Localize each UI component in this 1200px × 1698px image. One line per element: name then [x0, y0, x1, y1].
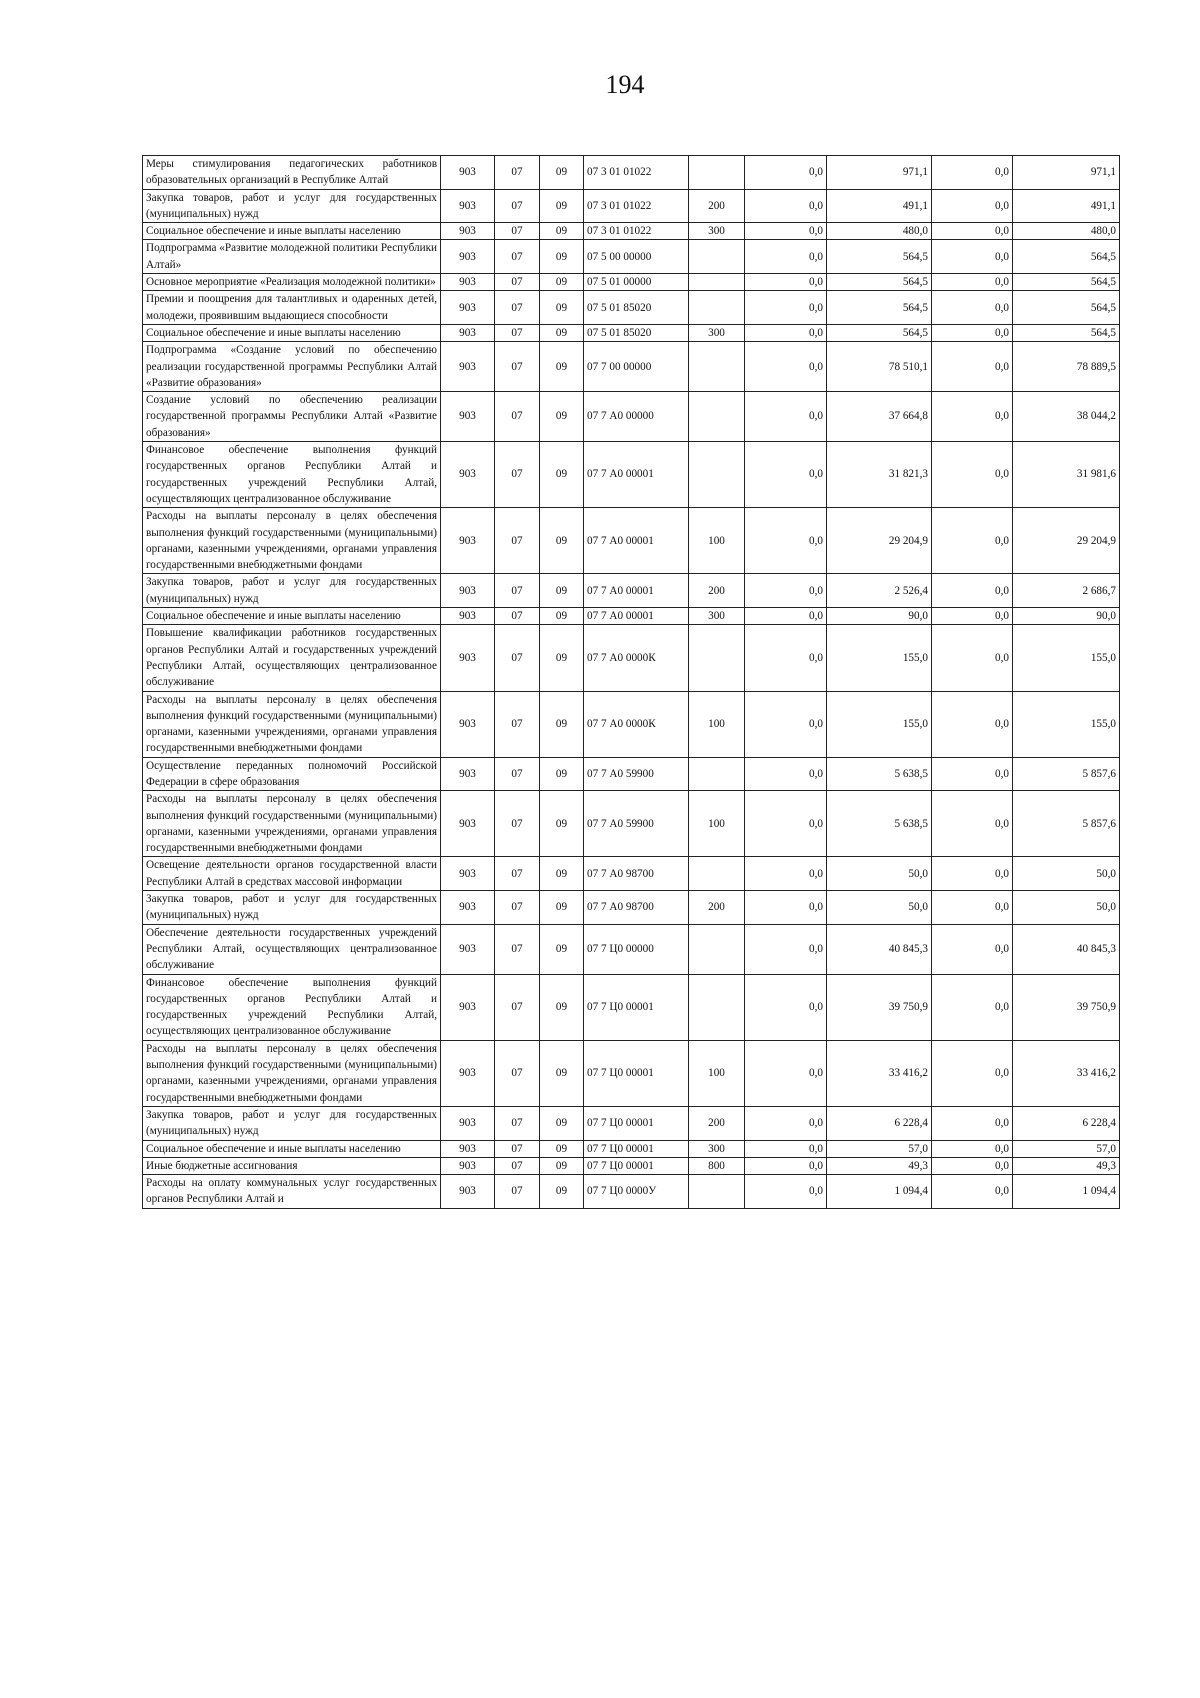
cell-expense-type	[689, 274, 745, 291]
cell-target-article: 07 7 00 00000	[584, 342, 689, 392]
cell-section: 07	[495, 223, 540, 240]
cell-target-article: 07 5 01 85020	[584, 291, 689, 325]
cell-name: Социальное обеспечение и иные выплаты населению	[143, 324, 441, 341]
cell-subsection: 09	[540, 574, 584, 608]
cell-name: Закупка товаров, работ и услуг для государственных (муниципальных) нужд	[143, 1106, 441, 1140]
cell-target-article: 07 7 А0 59900	[584, 791, 689, 857]
cell-ministry-code: 903	[441, 1140, 495, 1157]
cell-target-article: 07 7 А0 00001	[584, 574, 689, 608]
cell-ministry-code: 903	[441, 574, 495, 608]
cell-expense-type	[689, 857, 745, 891]
cell-value-1: 0,0	[745, 891, 827, 925]
cell-expense-type	[689, 291, 745, 325]
cell-name: Расходы на выплаты персоналу в целях обеспечения выполнения функций государственными (муниципальными) органами, казенными учреждениями, органами управления государственными внебюджетными фондами	[143, 791, 441, 857]
cell-target-article: 07 7 Ц0 0000У	[584, 1175, 689, 1209]
cell-target-article: 07 7 Ц0 00001	[584, 1106, 689, 1140]
cell-value-2: 564,5	[827, 324, 932, 341]
cell-value-2: 90,0	[827, 608, 932, 625]
cell-value-3: 0,0	[932, 189, 1013, 223]
cell-value-4: 480,0	[1013, 223, 1120, 240]
cell-target-article: 07 7 Ц0 00001	[584, 1157, 689, 1174]
cell-expense-type: 200	[689, 574, 745, 608]
cell-value-1: 0,0	[745, 240, 827, 274]
cell-target-article: 07 7 А0 00001	[584, 508, 689, 574]
cell-value-2: 49,3	[827, 1157, 932, 1174]
cell-ministry-code: 903	[441, 757, 495, 791]
table-row	[143, 156, 1120, 190]
cell-subsection: 09	[540, 291, 584, 325]
cell-section: 07	[495, 392, 540, 442]
cell-value-3: 0,0	[932, 342, 1013, 392]
cell-name: Меры стимулирования педагогических работников образовательных организаций в Республике Алтай	[143, 156, 441, 190]
cell-expense-type: 300	[689, 223, 745, 240]
table-row	[143, 974, 1120, 1040]
cell-expense-type: 200	[689, 891, 745, 925]
cell-value-3: 0,0	[932, 757, 1013, 791]
cell-target-article: 07 7 Ц0 00001	[584, 974, 689, 1040]
cell-ministry-code: 903	[441, 1157, 495, 1174]
cell-value-3: 0,0	[932, 857, 1013, 891]
cell-value-2: 155,0	[827, 691, 932, 757]
cell-name: Закупка товаров, работ и услуг для государственных (муниципальных) нужд	[143, 189, 441, 223]
cell-value-2: 971,1	[827, 156, 932, 190]
cell-section: 07	[495, 189, 540, 223]
cell-value-3: 0,0	[932, 891, 1013, 925]
table-row	[143, 342, 1120, 392]
cell-value-2: 6 228,4	[827, 1106, 932, 1140]
cell-value-4: 564,5	[1013, 274, 1120, 291]
cell-value-2: 155,0	[827, 625, 932, 691]
cell-value-2: 37 664,8	[827, 392, 932, 442]
cell-value-3: 0,0	[932, 1040, 1013, 1106]
table-row	[143, 1140, 1120, 1157]
cell-value-4: 29 204,9	[1013, 508, 1120, 574]
cell-value-4: 6 228,4	[1013, 1106, 1120, 1140]
cell-expense-type	[689, 342, 745, 392]
cell-value-1: 0,0	[745, 974, 827, 1040]
cell-name: Расходы на выплаты персоналу в целях обеспечения выполнения функций государственными (муниципальными) органами, казенными учреждениями, органами управления государственными внебюджетными фондами	[143, 1040, 441, 1106]
cell-value-2: 40 845,3	[827, 924, 932, 974]
cell-expense-type	[689, 924, 745, 974]
cell-value-3: 0,0	[932, 974, 1013, 1040]
cell-expense-type	[689, 1175, 745, 1209]
cell-ministry-code: 903	[441, 324, 495, 341]
cell-subsection: 09	[540, 608, 584, 625]
cell-ministry-code: 903	[441, 608, 495, 625]
cell-name: Расходы на оплату коммунальных услуг государственных органов Республики Алтай и	[143, 1175, 441, 1209]
cell-value-2: 564,5	[827, 240, 932, 274]
cell-expense-type: 200	[689, 189, 745, 223]
cell-value-1: 0,0	[745, 1040, 827, 1106]
cell-value-1: 0,0	[745, 857, 827, 891]
cell-value-4: 155,0	[1013, 625, 1120, 691]
cell-name: Создание условий по обеспечению реализации государственной программы Республики Алтай «Развитие образования»	[143, 392, 441, 442]
cell-name: Расходы на выплаты персоналу в целях обеспечения выполнения функций государственными (муниципальными) органами, казенными учреждениями, органами управления государственными внебюджетными фондами	[143, 691, 441, 757]
cell-value-1: 0,0	[745, 342, 827, 392]
cell-ministry-code: 903	[441, 392, 495, 442]
cell-value-1: 0,0	[745, 291, 827, 325]
cell-value-1: 0,0	[745, 1106, 827, 1140]
cell-value-2: 31 821,3	[827, 442, 932, 508]
cell-target-article: 07 3 01 01022	[584, 189, 689, 223]
cell-name: Освещение деятельности органов государственной власти Республики Алтай в средствах массовой информации	[143, 857, 441, 891]
cell-expense-type	[689, 625, 745, 691]
table-row	[143, 1106, 1120, 1140]
cell-value-3: 0,0	[932, 156, 1013, 190]
cell-name: Закупка товаров, работ и услуг для государственных (муниципальных) нужд	[143, 891, 441, 925]
cell-value-4: 564,5	[1013, 291, 1120, 325]
cell-value-1: 0,0	[745, 223, 827, 240]
cell-target-article: 07 5 01 00000	[584, 274, 689, 291]
cell-value-2: 564,5	[827, 291, 932, 325]
cell-section: 07	[495, 625, 540, 691]
cell-name: Премии и поощрения для талантливых и одаренных детей, молодежи, проявившим выдающиеся способности	[143, 291, 441, 325]
cell-value-3: 0,0	[932, 1157, 1013, 1174]
cell-ministry-code: 903	[441, 240, 495, 274]
cell-section: 07	[495, 791, 540, 857]
cell-expense-type	[689, 240, 745, 274]
cell-value-4: 50,0	[1013, 857, 1120, 891]
table-row	[143, 891, 1120, 925]
cell-expense-type	[689, 974, 745, 1040]
cell-value-3: 0,0	[932, 223, 1013, 240]
cell-expense-type: 100	[689, 791, 745, 857]
cell-expense-type: 800	[689, 1157, 745, 1174]
cell-ministry-code: 903	[441, 508, 495, 574]
cell-value-4: 491,1	[1013, 189, 1120, 223]
cell-target-article: 07 7 Ц0 00001	[584, 1040, 689, 1106]
cell-value-3: 0,0	[932, 1140, 1013, 1157]
cell-ministry-code: 903	[441, 1106, 495, 1140]
cell-ministry-code: 903	[441, 891, 495, 925]
cell-subsection: 09	[540, 891, 584, 925]
cell-value-2: 50,0	[827, 891, 932, 925]
table-row	[143, 508, 1120, 574]
cell-value-4: 38 044,2	[1013, 392, 1120, 442]
cell-subsection: 09	[540, 189, 584, 223]
cell-value-4: 564,5	[1013, 240, 1120, 274]
cell-target-article: 07 7 А0 00000	[584, 392, 689, 442]
cell-target-article: 07 7 А0 98700	[584, 891, 689, 925]
cell-ministry-code: 903	[441, 791, 495, 857]
cell-value-1: 0,0	[745, 1140, 827, 1157]
cell-ministry-code: 903	[441, 291, 495, 325]
cell-subsection: 09	[540, 324, 584, 341]
cell-value-2: 491,1	[827, 189, 932, 223]
cell-value-4: 31 981,6	[1013, 442, 1120, 508]
cell-ministry-code: 903	[441, 857, 495, 891]
cell-value-2: 5 638,5	[827, 757, 932, 791]
cell-section: 07	[495, 508, 540, 574]
cell-name: Расходы на выплаты персоналу в целях обеспечения выполнения функций государственными (муниципальными) органами, казенными учреждениями, органами управления государственными внебюджетными фондами	[143, 508, 441, 574]
cell-target-article: 07 7 А0 0000К	[584, 691, 689, 757]
cell-value-1: 0,0	[745, 442, 827, 508]
cell-section: 07	[495, 891, 540, 925]
cell-value-2: 78 510,1	[827, 342, 932, 392]
cell-name: Подпрограмма «Развитие молодежной политики Республики Алтай»	[143, 240, 441, 274]
table-row	[143, 924, 1120, 974]
cell-section: 07	[495, 608, 540, 625]
cell-section: 07	[495, 757, 540, 791]
cell-value-4: 90,0	[1013, 608, 1120, 625]
cell-section: 07	[495, 442, 540, 508]
cell-ministry-code: 903	[441, 442, 495, 508]
cell-value-1: 0,0	[745, 324, 827, 341]
cell-subsection: 09	[540, 857, 584, 891]
cell-name: Обеспечение деятельности государственных учреждений Республики Алтай, осуществляющих централизованное обслуживание	[143, 924, 441, 974]
cell-subsection: 09	[540, 757, 584, 791]
cell-target-article: 07 5 00 00000	[584, 240, 689, 274]
cell-name: Подпрограмма «Создание условий по обеспечению реализации государственной программы Республики Алтай «Развитие образования»	[143, 342, 441, 392]
cell-value-4: 2 686,7	[1013, 574, 1120, 608]
cell-subsection: 09	[540, 274, 584, 291]
cell-section: 07	[495, 240, 540, 274]
table-row	[143, 223, 1120, 240]
table-row	[143, 240, 1120, 274]
cell-value-4: 39 750,9	[1013, 974, 1120, 1040]
cell-expense-type	[689, 442, 745, 508]
cell-value-2: 50,0	[827, 857, 932, 891]
cell-value-3: 0,0	[932, 625, 1013, 691]
cell-target-article: 07 7 А0 0000К	[584, 625, 689, 691]
cell-value-4: 971,1	[1013, 156, 1120, 190]
cell-value-4: 33 416,2	[1013, 1040, 1120, 1106]
cell-subsection: 09	[540, 1157, 584, 1174]
cell-name: Социальное обеспечение и иные выплаты населению	[143, 1140, 441, 1157]
cell-value-3: 0,0	[932, 291, 1013, 325]
cell-expense-type	[689, 156, 745, 190]
cell-ministry-code: 903	[441, 1175, 495, 1209]
cell-target-article: 07 7 А0 00001	[584, 442, 689, 508]
cell-name: Финансовое обеспечение выполнения функций государственных органов Республики Алтай и государственных учреждений Республики Алтай, осуществляющих централизованное обслуживание	[143, 974, 441, 1040]
cell-value-2: 57,0	[827, 1140, 932, 1157]
cell-section: 07	[495, 974, 540, 1040]
table-row	[143, 608, 1120, 625]
table-row	[143, 189, 1120, 223]
cell-expense-type: 300	[689, 324, 745, 341]
cell-subsection: 09	[540, 1175, 584, 1209]
cell-name: Иные бюджетные ассигнования	[143, 1157, 441, 1174]
cell-section: 07	[495, 274, 540, 291]
cell-subsection: 09	[540, 508, 584, 574]
cell-name: Социальное обеспечение и иные выплаты населению	[143, 223, 441, 240]
cell-subsection: 09	[540, 924, 584, 974]
cell-expense-type: 200	[689, 1106, 745, 1140]
cell-subsection: 09	[540, 1140, 584, 1157]
cell-expense-type: 100	[689, 508, 745, 574]
cell-subsection: 09	[540, 791, 584, 857]
cell-subsection: 09	[540, 223, 584, 240]
cell-value-1: 0,0	[745, 189, 827, 223]
cell-target-article: 07 7 Ц0 00000	[584, 924, 689, 974]
cell-subsection: 09	[540, 974, 584, 1040]
table-body	[143, 156, 1120, 1209]
cell-value-2: 564,5	[827, 274, 932, 291]
cell-value-2: 5 638,5	[827, 791, 932, 857]
cell-value-2: 1 094,4	[827, 1175, 932, 1209]
cell-value-1: 0,0	[745, 924, 827, 974]
cell-ministry-code: 903	[441, 223, 495, 240]
table-row	[143, 274, 1120, 291]
cell-name: Закупка товаров, работ и услуг для государственных (муниципальных) нужд	[143, 574, 441, 608]
cell-value-1: 0,0	[745, 1175, 827, 1209]
cell-value-4: 57,0	[1013, 1140, 1120, 1157]
cell-value-4: 49,3	[1013, 1157, 1120, 1174]
cell-value-4: 50,0	[1013, 891, 1120, 925]
cell-value-1: 0,0	[745, 608, 827, 625]
table-row	[143, 442, 1120, 508]
cell-section: 07	[495, 1106, 540, 1140]
cell-value-3: 0,0	[932, 608, 1013, 625]
page-number: 194	[605, 70, 645, 99]
cell-value-3: 0,0	[932, 240, 1013, 274]
table-row	[143, 757, 1120, 791]
cell-ministry-code: 903	[441, 691, 495, 757]
cell-value-4: 564,5	[1013, 324, 1120, 341]
cell-section: 07	[495, 924, 540, 974]
cell-value-2: 29 204,9	[827, 508, 932, 574]
cell-expense-type: 300	[689, 608, 745, 625]
cell-value-1: 0,0	[745, 392, 827, 442]
cell-subsection: 09	[540, 392, 584, 442]
cell-name: Социальное обеспечение и иные выплаты населению	[143, 608, 441, 625]
cell-value-4: 155,0	[1013, 691, 1120, 757]
cell-name: Основное мероприятие «Реализация молодежной политики»	[143, 274, 441, 291]
cell-ministry-code: 903	[441, 974, 495, 1040]
cell-ministry-code: 903	[441, 189, 495, 223]
cell-section: 07	[495, 156, 540, 190]
cell-ministry-code: 903	[441, 1040, 495, 1106]
table-row	[143, 574, 1120, 608]
cell-section: 07	[495, 291, 540, 325]
cell-value-3: 0,0	[932, 392, 1013, 442]
cell-value-3: 0,0	[932, 508, 1013, 574]
cell-value-2: 39 750,9	[827, 974, 932, 1040]
cell-expense-type: 100	[689, 1040, 745, 1106]
cell-value-1: 0,0	[745, 274, 827, 291]
cell-value-4: 40 845,3	[1013, 924, 1120, 974]
cell-value-3: 0,0	[932, 1175, 1013, 1209]
cell-ministry-code: 903	[441, 625, 495, 691]
cell-expense-type	[689, 392, 745, 442]
cell-value-3: 0,0	[932, 324, 1013, 341]
table-row	[143, 1157, 1120, 1174]
cell-value-1: 0,0	[745, 791, 827, 857]
cell-value-4: 1 094,4	[1013, 1175, 1120, 1209]
cell-section: 07	[495, 1157, 540, 1174]
table-row	[143, 1175, 1120, 1209]
cell-section: 07	[495, 1140, 540, 1157]
cell-section: 07	[495, 574, 540, 608]
cell-section: 07	[495, 324, 540, 341]
table-row	[143, 324, 1120, 341]
cell-value-3: 0,0	[932, 924, 1013, 974]
cell-value-3: 0,0	[932, 691, 1013, 757]
cell-subsection: 09	[540, 240, 584, 274]
cell-value-1: 0,0	[745, 156, 827, 190]
cell-subsection: 09	[540, 442, 584, 508]
cell-value-3: 0,0	[932, 442, 1013, 508]
cell-value-2: 2 526,4	[827, 574, 932, 608]
cell-value-1: 0,0	[745, 574, 827, 608]
table-row	[143, 1040, 1120, 1106]
cell-value-3: 0,0	[932, 574, 1013, 608]
cell-subsection: 09	[540, 1106, 584, 1140]
cell-section: 07	[495, 691, 540, 757]
cell-name: Повышение квалификации работников государственных органов Республики Алтай и государственных учреждений Республики Алтай, осуществляющих централизованное обслуживание	[143, 625, 441, 691]
cell-value-4: 5 857,6	[1013, 757, 1120, 791]
cell-value-1: 0,0	[745, 757, 827, 791]
cell-expense-type: 300	[689, 1140, 745, 1157]
cell-subsection: 09	[540, 1040, 584, 1106]
cell-value-3: 0,0	[932, 791, 1013, 857]
cell-ministry-code: 903	[441, 156, 495, 190]
cell-value-3: 0,0	[932, 274, 1013, 291]
cell-target-article: 07 7 А0 59900	[584, 757, 689, 791]
cell-target-article: 07 7 Ц0 00001	[584, 1140, 689, 1157]
table-row	[143, 625, 1120, 691]
cell-expense-type	[689, 757, 745, 791]
cell-value-1: 0,0	[745, 1157, 827, 1174]
table-row	[143, 291, 1120, 325]
table-row	[143, 791, 1120, 857]
cell-value-3: 0,0	[932, 1106, 1013, 1140]
cell-name: Финансовое обеспечение выполнения функций государственных органов Республики Алтай и государственных учреждений Республики Алтай, осуществляющих централизованное обслуживание	[143, 442, 441, 508]
cell-ministry-code: 903	[441, 274, 495, 291]
cell-subsection: 09	[540, 342, 584, 392]
table-row	[143, 392, 1120, 442]
cell-target-article: 07 3 01 01022	[584, 223, 689, 240]
cell-section: 07	[495, 1175, 540, 1209]
table-row	[143, 857, 1120, 891]
cell-target-article: 07 5 01 85020	[584, 324, 689, 341]
cell-section: 07	[495, 342, 540, 392]
cell-value-4: 5 857,6	[1013, 791, 1120, 857]
cell-value-1: 0,0	[745, 625, 827, 691]
cell-section: 07	[495, 1040, 540, 1106]
cell-ministry-code: 903	[441, 342, 495, 392]
budget-table	[142, 155, 1120, 1209]
cell-value-1: 0,0	[745, 508, 827, 574]
cell-value-4: 78 889,5	[1013, 342, 1120, 392]
cell-subsection: 09	[540, 156, 584, 190]
cell-ministry-code: 903	[441, 924, 495, 974]
cell-value-2: 480,0	[827, 223, 932, 240]
cell-expense-type: 100	[689, 691, 745, 757]
cell-subsection: 09	[540, 625, 584, 691]
table-row	[143, 691, 1120, 757]
cell-target-article: 07 7 А0 98700	[584, 857, 689, 891]
cell-target-article: 07 3 01 01022	[584, 156, 689, 190]
cell-section: 07	[495, 857, 540, 891]
cell-value-2: 33 416,2	[827, 1040, 932, 1106]
cell-subsection: 09	[540, 691, 584, 757]
cell-target-article: 07 7 А0 00001	[584, 608, 689, 625]
cell-name: Осуществление переданных полномочий Российской Федерации в сфере образования	[143, 757, 441, 791]
cell-value-1: 0,0	[745, 691, 827, 757]
